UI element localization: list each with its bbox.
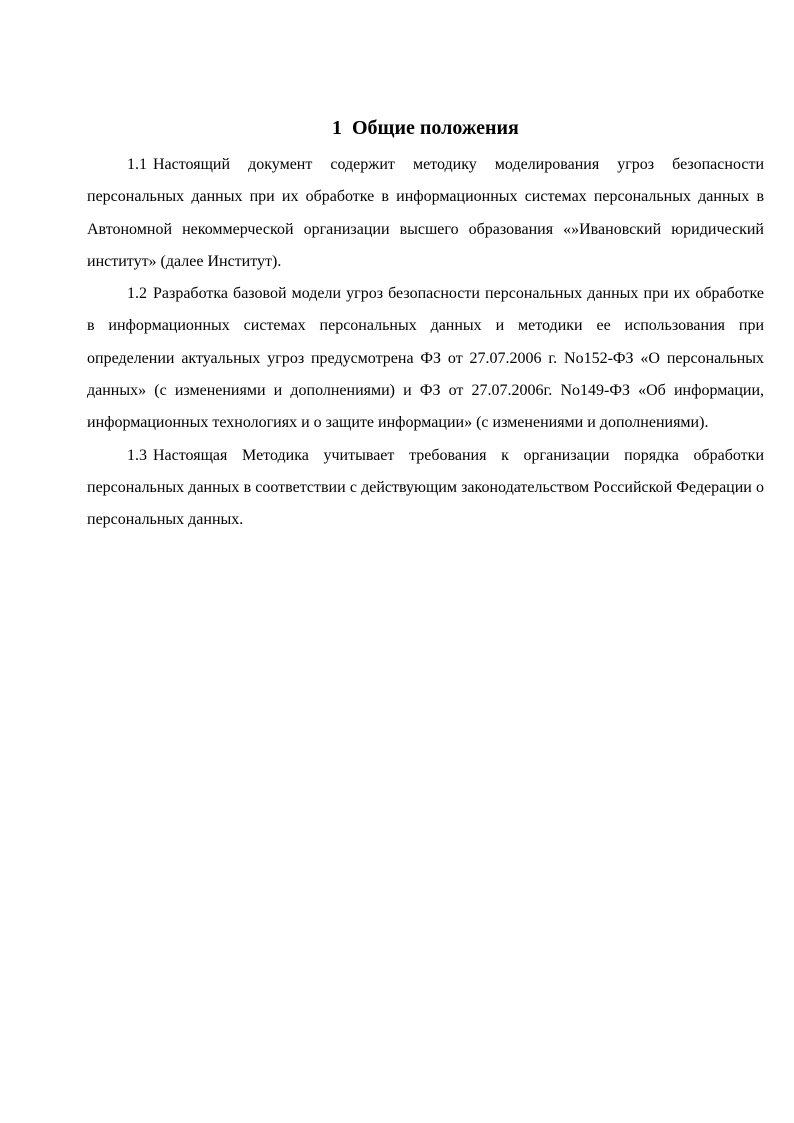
section-heading — [87, 113, 764, 143]
paragraph-text: Разработка базовой модели угроз безопасности персональных данных при их обработке в информационных системах персональных данных и методики ее использования при определении актуальных угроз предусмотрена ФЗ от 27.07.2006 г. No152-ФЗ «О персональных данных» (с изменениями и дополнениями) и ФЗ от 27.07.2006г. No149-ФЗ «Об информации, информационных технологиях и о защите информации» (с изменениями и дополнениями). — [87, 285, 764, 432]
paragraph-number: 1.3 — [127, 446, 147, 464]
paragraph-text: Настоящая Методика учитывает требования к организации порядка обработки персональных данных в соответствии с действующим законодательством Российской Федерации о персональных данных. — [87, 446, 764, 529]
paragraph-number: 1.2 — [127, 285, 147, 303]
section-title: Общие положения — [352, 117, 519, 139]
section-number: 1 — [332, 117, 342, 139]
paragraph-1-1 — [87, 149, 764, 278]
paragraph-number: 1.1 — [127, 156, 147, 173]
paragraph-1-3 — [87, 440, 764, 537]
paragraph-1-2 — [87, 278, 764, 439]
paragraph-text: Настоящий документ содержит методику моделирования угроз безопасности персональных данных при их обработке в информационных системах персональных данных в Автономной некоммерческой организации высшего образования «»Ивановский юридический институт» (далее Институт). — [87, 156, 764, 270]
document-page — [87, 113, 764, 537]
